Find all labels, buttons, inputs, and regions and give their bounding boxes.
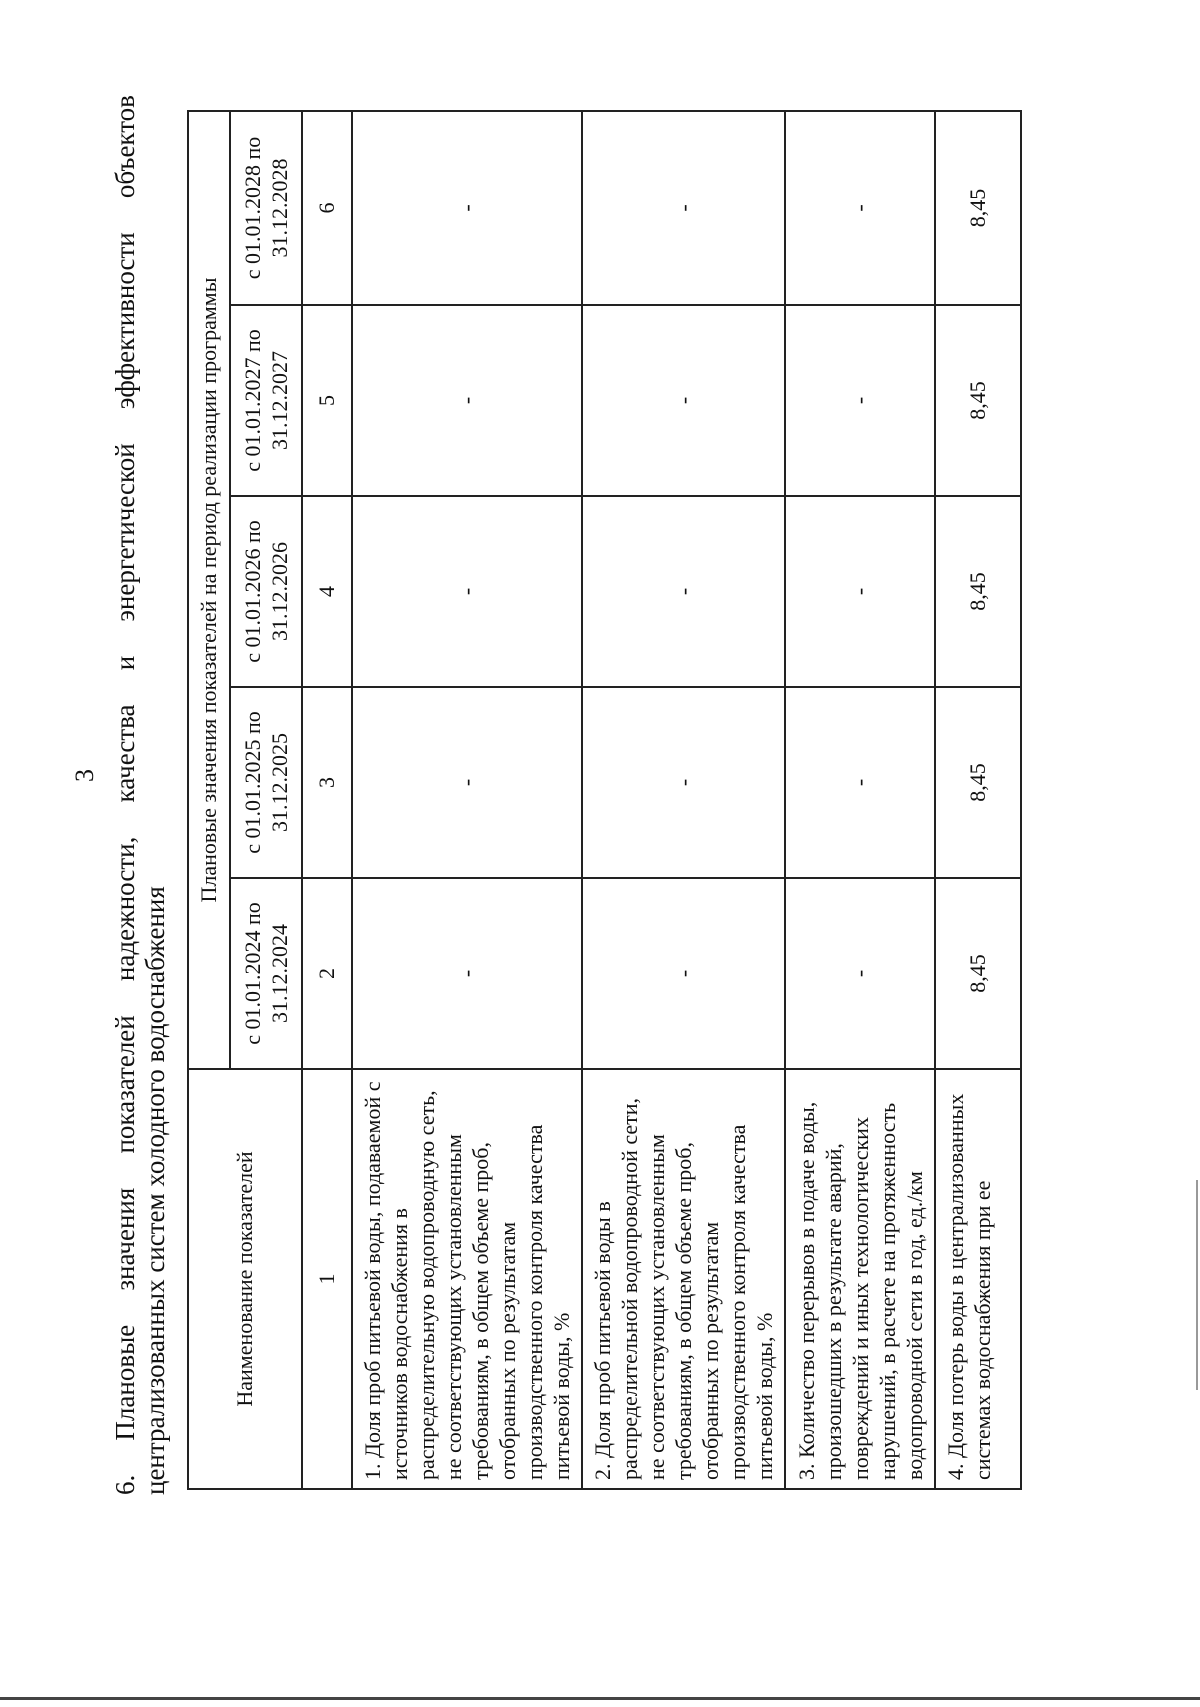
table-row: [352, 111, 582, 1489]
heading-line-2: централизованных систем холодного водоснабжения: [140, 886, 170, 1495]
indicator-value: 8,45: [935, 496, 1021, 687]
table-row: [582, 111, 785, 1489]
heading-word: 6.: [110, 1474, 140, 1495]
period-header: с 01.01.2025 по 31.12.2025: [230, 687, 302, 878]
indicator-value: -: [582, 878, 785, 1069]
heading-line-1: [110, 95, 140, 1495]
indicators-table: [187, 110, 1022, 1490]
column-number: 5: [302, 305, 352, 496]
heading-word: эффективности: [110, 232, 140, 410]
column-number: 1: [302, 1069, 352, 1489]
indicator-value: -: [352, 687, 582, 878]
indicator-value: -: [785, 111, 935, 305]
indicator-value: -: [352, 878, 582, 1069]
indicator-value: 8,45: [935, 111, 1021, 305]
heading-word: Плановые: [110, 1324, 140, 1441]
indicator-name: 1. Доля проб питьевой воды, подаваемой с источников водоснабжения в распределительную водопроводную сеть, не соответствующих установленным требованиям, в общем объеме проб, отобранных по результатам производственного контроля качества питьевой воды, %: [352, 1069, 582, 1489]
indicator-value: -: [785, 878, 935, 1069]
indicator-value: -: [582, 111, 785, 305]
page-number: 3: [70, 769, 99, 782]
heading-word: качества: [110, 704, 140, 803]
table-row: [935, 111, 1021, 1489]
period-header: с 01.01.2027 по 31.12.2027: [230, 305, 302, 496]
col-header-name: Наименование показателей: [188, 1069, 302, 1489]
indicator-value: -: [785, 496, 935, 687]
heading-word: энергетической: [110, 443, 140, 622]
indicator-value: -: [352, 305, 582, 496]
indicator-name: 2. Доля проб питьевой воды в распределительной водопроводной сети, не соответствующих установленным требованиям, в общем объеме проб, отобранных по результатам производственного контроля качества питьевой воды, %: [582, 1069, 785, 1489]
period-header: с 01.01.2028 по 31.12.2028: [230, 111, 302, 305]
indicator-value: -: [352, 496, 582, 687]
indicator-value: -: [785, 687, 935, 878]
indicator-value: 8,45: [935, 305, 1021, 496]
indicator-value: -: [582, 687, 785, 878]
heading-word: и: [110, 655, 140, 671]
indicator-value: -: [785, 305, 935, 496]
indicator-name: 3. Количество перерывов в подаче воды, произошедших в результате аварий, повреждений и иных технологических нарушений, в расчете на протяженность водопроводной сети в год, ед./км: [785, 1069, 935, 1489]
heading-word: объектов: [110, 95, 140, 199]
column-number: 4: [302, 496, 352, 687]
period-header: с 01.01.2026 по 31.12.2026: [230, 496, 302, 687]
scan-edge-bottom: [0, 1697, 1200, 1700]
heading-word: показателей: [110, 1015, 140, 1154]
indicator-value: -: [582, 496, 785, 687]
period-header: с 01.01.2024 по 31.12.2024: [230, 878, 302, 1069]
indicator-value: -: [582, 305, 785, 496]
indicator-value: 8,45: [935, 687, 1021, 878]
group-header: Плановые значения показателей на период реализации программы: [188, 111, 230, 1069]
table-row: [785, 111, 935, 1489]
indicator-name: 4. Доля потерь воды в централизованных системах водоснабжения при ее: [935, 1069, 1021, 1489]
column-number: 6: [302, 111, 352, 305]
scan-edge-right: [1196, 1180, 1198, 1390]
column-number: 3: [302, 687, 352, 878]
column-number: 2: [302, 878, 352, 1069]
indicator-value: -: [352, 111, 582, 305]
indicator-value: 8,45: [935, 878, 1021, 1069]
section-heading: [110, 95, 170, 1495]
heading-word: значения: [110, 1187, 140, 1291]
indicators-table-wrapper: [187, 112, 1022, 1490]
heading-word: надежности,: [110, 836, 140, 982]
